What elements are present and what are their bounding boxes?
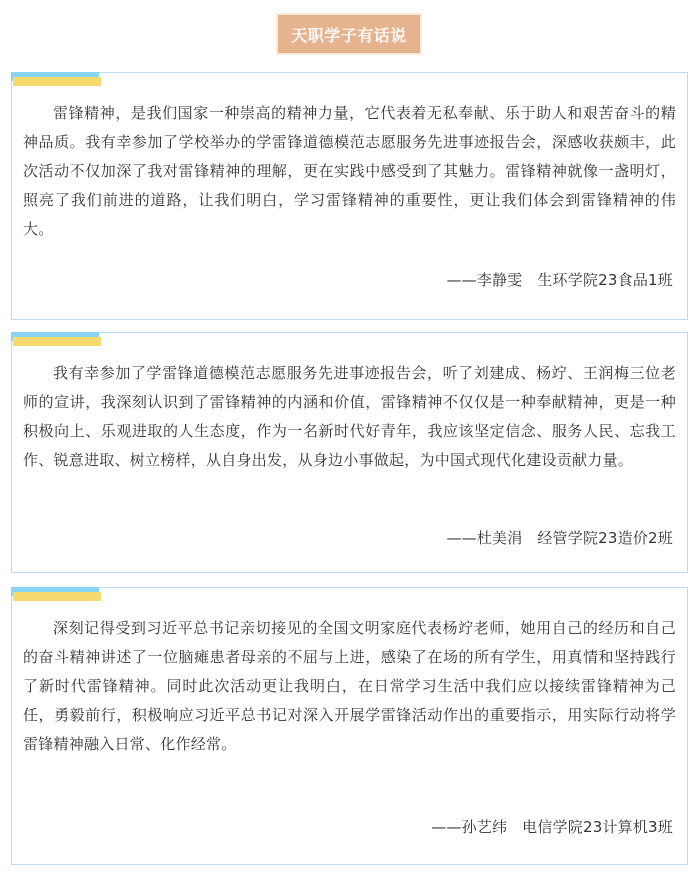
testimonial-signature: ——孙艺纬 电信学院23计算机3班 xyxy=(431,818,673,836)
testimonial-text xyxy=(23,359,676,475)
testimonial-signature: ——杜美涓 经管学院23造价2班 xyxy=(446,529,673,547)
testimonial-signature: ——李静雯 生环学院23食品1班 xyxy=(446,271,673,289)
testimonial-paragraph: 我有幸参加了学雷锋道德模范志愿服务先进事迹报告会，听了刘建成、杨竚、王润梅三位老师的宣讲，我深刻认识到了雷锋精神的内涵和价值，雷锋精神不仅仅是一种奉献精神，更是一种积极向上、乐观进取的人生态度，作为一名新时代好青年，我应该坚定信念、服务人民、忘我工作、锐意进取、树立榜样，从自身出发，从身边小事做起，为中国式现代化建设贡献力量。 xyxy=(23,364,676,469)
deco-yellow-stripe xyxy=(13,337,101,346)
section-title: 天职学子有话说 xyxy=(278,15,420,53)
card-corner-decoration xyxy=(11,72,101,86)
section-title-badge xyxy=(276,13,422,55)
testimonial-paragraph: 深刻记得受到习近平总书记亲切接见的全国文明家庭代表杨竚老师，她用自己的经历和自己的奋斗精神讲述了一位脑瘫患者母亲的不屈与上进，感染了在场的所有学生，用真情和坚持践行了新时代雷锋精神。同时此次活动更让我明白，在日常学习生活中我们应以接续雷锋精神为己任，勇毅前行，积极响应习近平总书记对深入开展学雷锋活动作出的重要指示，用实际行动将学雷锋精神融入日常、化作经常。 xyxy=(23,619,676,753)
deco-yellow-stripe xyxy=(13,592,101,601)
testimonial-card xyxy=(11,587,688,865)
card-corner-decoration xyxy=(11,332,101,346)
testimonial-card xyxy=(11,332,688,573)
card-corner-decoration xyxy=(11,587,101,601)
deco-yellow-stripe xyxy=(13,77,101,86)
testimonial-card xyxy=(11,72,688,320)
testimonial-text xyxy=(23,99,676,244)
testimonial-paragraph: 雷锋精神，是我们国家一种崇高的精神力量，它代表着无私奉献、乐于助人和艰苦奋斗的精神品质。我有幸参加了学校举办的学雷锋道德模范志愿服务先进事迹报告会，深感收获颇丰，此次活动不仅加深了我对雷锋精神的理解，更在实践中感受到了其魅力。雷锋精神就像一盏明灯，照亮了我们前进的道路，让我们明白，学习雷锋精神的重要性，更让我们体会到雷锋精神的伟大。 xyxy=(23,104,676,238)
testimonial-text xyxy=(23,614,676,759)
